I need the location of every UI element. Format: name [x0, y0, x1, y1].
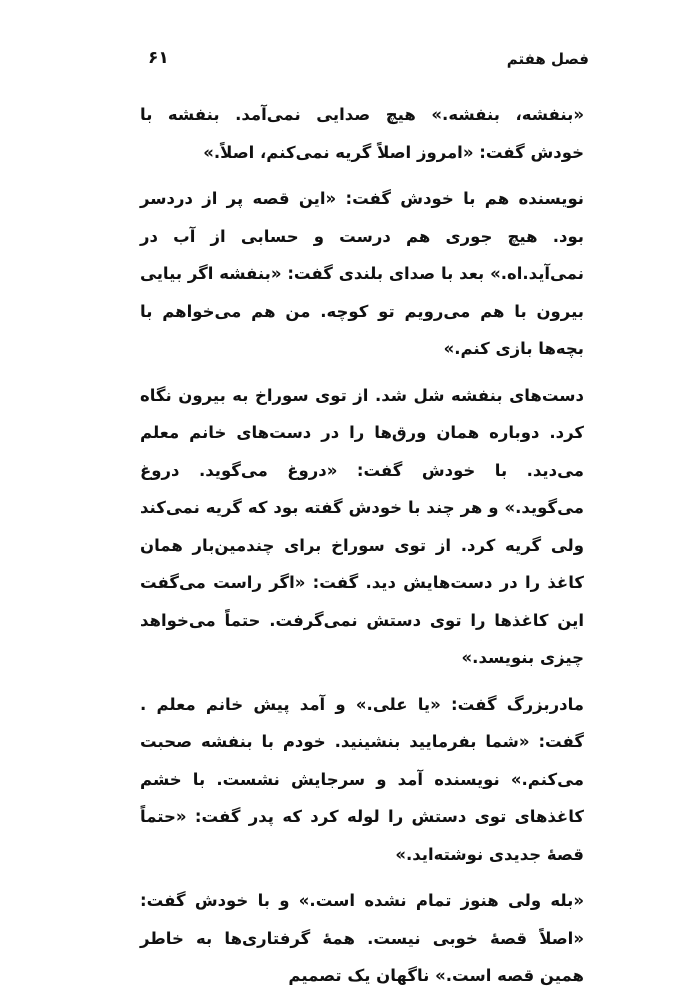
body-text [140, 96, 584, 1004]
paragraph: دست‌های بنفشه شل شد. از توی سوراخ به بیرون نگاه کرد. دوباره همان ورق‌ها را در دست‌های خانم معلم می‌دید. با خودش گفت: «دروغ می‌گوید. دروغ می‌گوید.» و هر چند با خودش گفته بود که گریه نمی‌کند ولی گریه کرد. از توی سوراخ برای چندمین‌بار همان کاغذ را در دست‌هایش دید. گفت: «اگر راست می‌گفت این کاغذها را توی دستش نمی‌گرفت. حتماً می‌خواهد چیزی بنویسد.» [140, 385, 584, 667]
page-number: ۶۱ [148, 48, 169, 68]
paragraph: نویسنده هم با خودش گفت: «این قصه پر از دردسر بود. هیچ جوری هم درست و حسابی از آب در نمی‌آید.اه.» بعد با صدای بلندی گفت: «بنفشه اگر بیایی بیرون با هم می‌رویم تو کوچه. من هم می‌خواهم با بچه‌ها بازی کنم.» [140, 189, 584, 358]
paragraph: «بنفشه، بنفشه.» هیچ صدایی نمی‌آمد. بنفشه با خودش گفت: «امروز اصلاً گریه نمی‌کنم، اصلاً.» [140, 105, 584, 162]
paragraph: «بله ولی هنوز تمام نشده است.» و با خودش گفت: «اصلاً قصهٔ خوبی نیست. همهٔ گرفتاری‌ها به خاطر همین قصه است.» ناگهان یک تصمیم [140, 891, 584, 985]
paragraph: مادربزرگ گفت: «یا علی.» و آمد پیش خانم معلم . گفت: «شما بفرمایید بنشینید. خودم با بنفشه صحبت می‌کنم.» نویسنده آمد و سرجایش نشست. با خشم کاغذهای توی دستش را لوله کرد که پدر گفت: «حتماً قصهٔ جدیدی نوشته‌اید.» [140, 694, 584, 864]
chapter-title: فصل هفتم [506, 50, 589, 68]
page-header [148, 50, 589, 80]
